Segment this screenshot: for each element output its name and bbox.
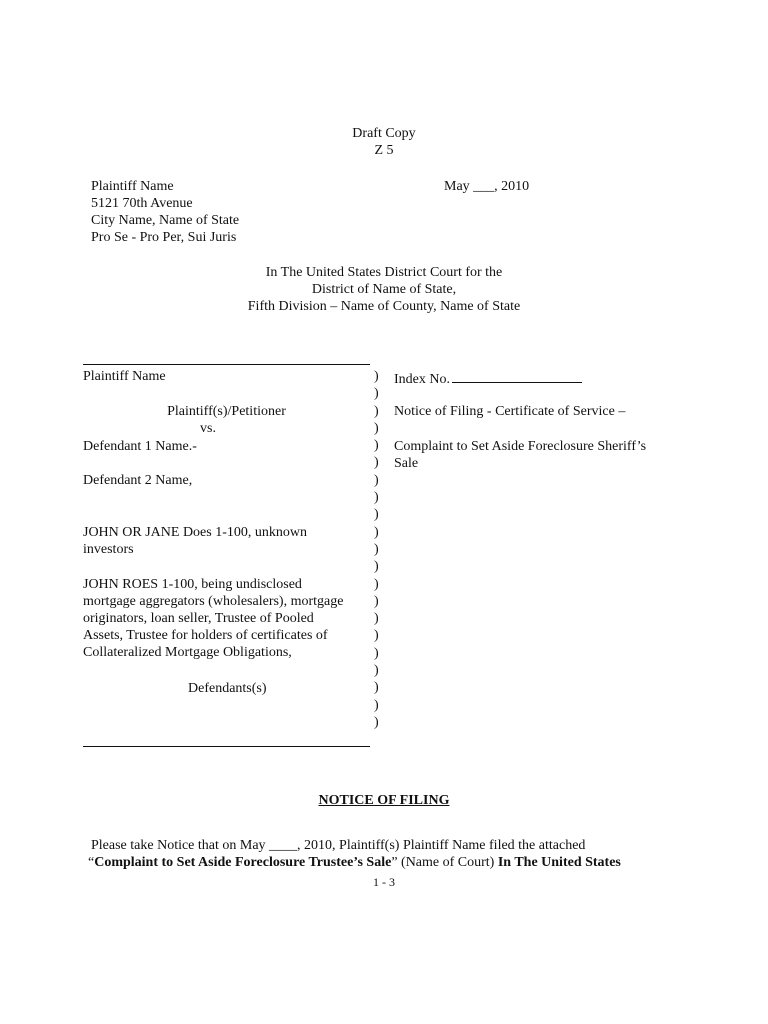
paren: ) bbox=[374, 593, 379, 609]
plaintiff-city: City Name, Name of State bbox=[91, 213, 240, 228]
index-blank-line bbox=[452, 368, 582, 383]
caption-roes-line-5: Collateralized Mortgage Obligations, bbox=[83, 645, 292, 660]
caption-parenthesis-column bbox=[374, 368, 384, 731]
caption-bottom-rule bbox=[83, 746, 370, 747]
caption-does bbox=[83, 524, 307, 558]
paren: ) bbox=[374, 524, 379, 540]
caption-top-rule bbox=[83, 364, 370, 365]
court-line-3: Fifth Division – Name of County, Name of State bbox=[247, 299, 521, 314]
complaint-reference: Complaint to Set Aside Foreclosure Trustee’s Sale bbox=[94, 855, 392, 870]
paren: ) bbox=[374, 645, 379, 661]
notice-title: Notice of Filing - Certificate of Service – bbox=[394, 404, 626, 419]
court-reference: In The United States bbox=[497, 855, 621, 870]
paren: ) bbox=[374, 663, 379, 679]
caption-roes bbox=[83, 576, 343, 661]
court-line-2: District of Name of State, bbox=[311, 282, 457, 297]
paren: ) bbox=[374, 369, 379, 384]
paren: ) bbox=[374, 611, 379, 627]
court-placeholder: (Name of Court) bbox=[397, 855, 498, 870]
paren: ) bbox=[374, 420, 379, 436]
index-label: Index No. bbox=[394, 372, 450, 387]
caption-roes-line-1: JOHN ROES 1-100, being undisclosed bbox=[83, 577, 302, 592]
filing-date: May ___, 2010 bbox=[444, 179, 530, 194]
caption-roes-line-4: Assets, Trustee for holders of certificates of bbox=[83, 628, 328, 643]
caption-does-line-2: investors bbox=[83, 542, 134, 557]
notice-body-line-1: Please take Notice that on May ____, 2010, Plaintiff(s) Plaintiff Name filed the attached bbox=[91, 838, 586, 853]
paren: ) bbox=[374, 490, 379, 506]
paren: ) bbox=[374, 714, 379, 730]
plaintiff-status: Pro Se - Pro Per, Sui Juris bbox=[91, 230, 237, 245]
index-number bbox=[394, 368, 582, 388]
paren: ) bbox=[374, 472, 379, 488]
open-quote: “ bbox=[88, 855, 95, 870]
paren: ) bbox=[374, 680, 379, 696]
paren: ) bbox=[374, 628, 379, 644]
draft-copy-label: Draft Copy bbox=[352, 126, 416, 141]
court-line-1: In The United States District Court for the bbox=[265, 265, 503, 280]
plaintiff-address: 5121 70th Avenue bbox=[91, 196, 193, 211]
caption-defendants-role: Defendants(s) bbox=[188, 681, 267, 696]
complaint-title-line-1: Complaint to Set Aside Foreclosure Sheriff’s bbox=[394, 439, 647, 454]
complaint-title-line-2: Sale bbox=[394, 456, 419, 471]
complaint-title bbox=[394, 438, 646, 472]
paren: ) bbox=[374, 386, 379, 402]
paren: ) bbox=[374, 507, 379, 523]
caption-defendant-2: Defendant 2 Name, bbox=[83, 473, 193, 488]
caption-defendant-1: Defendant 1 Name.- bbox=[83, 439, 197, 454]
paren: ) bbox=[374, 697, 379, 713]
plaintiff-block bbox=[91, 178, 239, 246]
version-label: Z 5 bbox=[374, 143, 394, 158]
notice-body-line-2 bbox=[88, 854, 621, 871]
caption-plaintiff-role: Plaintiff(s)/Petitioner bbox=[167, 404, 286, 419]
page-number: 1 - 3 bbox=[373, 875, 395, 889]
caption-plaintiff: Plaintiff Name bbox=[83, 369, 166, 384]
notice-heading: NOTICE OF FILING bbox=[318, 793, 450, 808]
caption-roes-line-2: mortgage aggregators (wholesalers), mortgage bbox=[83, 594, 344, 609]
paren: ) bbox=[374, 559, 379, 575]
plaintiff-name: Plaintiff Name bbox=[91, 179, 174, 194]
paren: ) bbox=[374, 403, 379, 419]
close-quote: ” bbox=[391, 855, 398, 870]
caption-roes-line-3: originators, loan seller, Trustee of Pooled bbox=[83, 611, 314, 626]
paren: ) bbox=[374, 576, 379, 592]
court-name bbox=[0, 264, 768, 315]
paren: ) bbox=[374, 541, 379, 557]
caption-does-line-1: JOHN OR JANE Does 1-100, unknown bbox=[83, 525, 307, 540]
paren: ) bbox=[374, 455, 379, 471]
caption-vs: vs. bbox=[200, 421, 216, 436]
paren: ) bbox=[374, 438, 379, 454]
